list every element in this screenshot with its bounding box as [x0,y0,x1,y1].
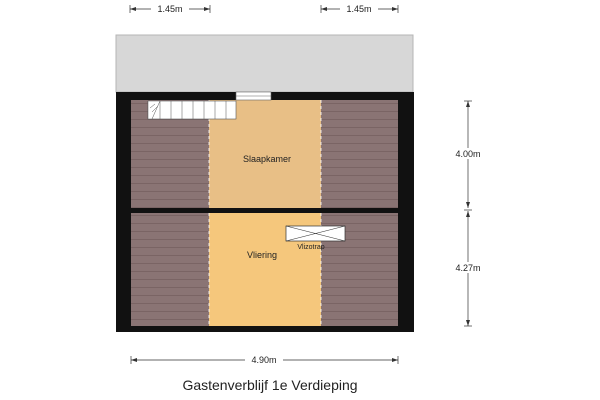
roof-slope-right-upper [321,100,398,208]
floor-plan-caption: Gastenverblijf 1e Verdieping [182,377,358,393]
dimension-top-left-label: 1.45m [157,4,183,14]
loft-ladder-hatch [286,226,345,241]
loft-ladder-label: Vlizotrap [297,244,325,251]
bedroom-label: Slaapkamer [242,154,292,164]
dimension-right-upper-label: 4.00m [455,149,481,159]
dimension-right-lower [450,210,486,326]
dimension-top-left [130,3,210,14]
dimension-bottom [131,354,398,365]
dimension-bottom-label: 4.90m [251,355,277,365]
roof-overhang [116,35,413,92]
dimension-right-upper [450,101,486,208]
dimension-right-lower-label: 4.27m [455,263,481,273]
dividing-wall [131,208,398,213]
dimension-top-right-label: 1.45m [346,4,372,14]
roof-slope-left-lower [131,213,209,326]
dimension-top-right [321,3,398,14]
attic-label: Vliering [246,250,278,260]
staircase [148,101,236,119]
